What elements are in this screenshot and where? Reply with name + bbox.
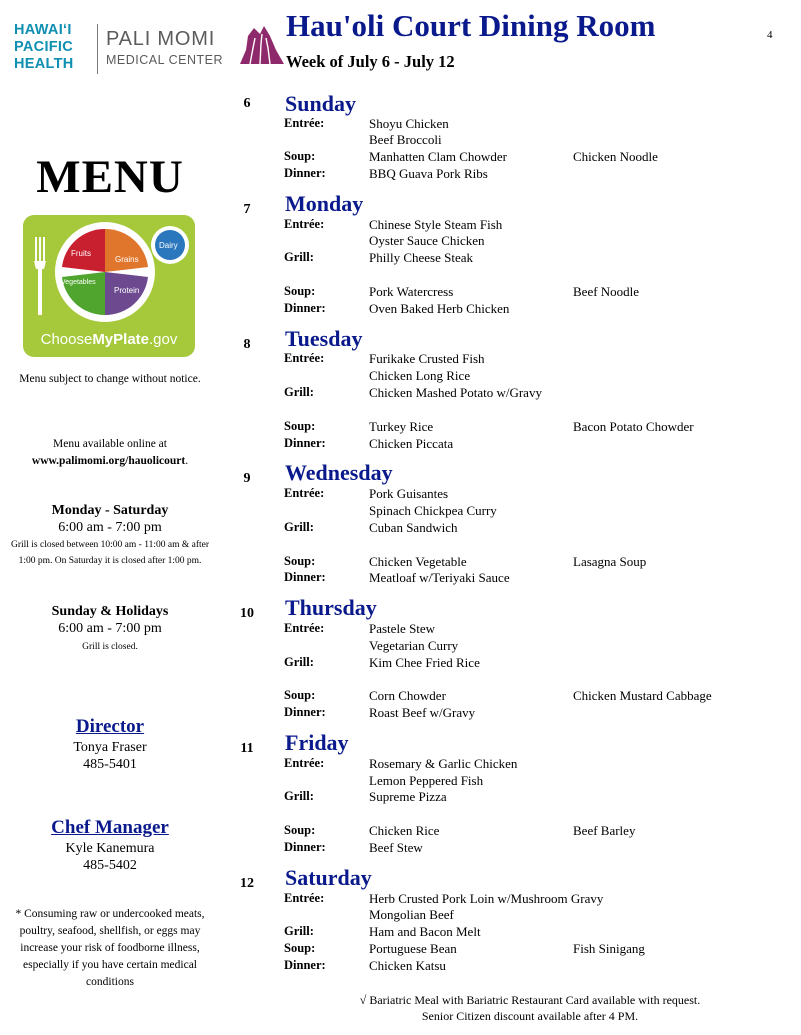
director-phone: 485-5401 <box>83 757 137 772</box>
grill-item: Ham and Bacon Melt <box>369 924 481 939</box>
entree-item: Chicken Long Rice <box>369 368 471 383</box>
soup-item: Lasagna Soup <box>573 554 647 569</box>
chef-manager-phone: 485-5402 <box>83 858 137 873</box>
day-number-saturday: 12 <box>240 876 254 891</box>
entree-label: Entrée: <box>284 891 325 905</box>
entree-item: Shoyu Chicken <box>369 116 449 131</box>
grill-item: Cuban Sandwich <box>369 520 458 535</box>
entree-label: Entrée: <box>284 116 325 130</box>
entree-item: Vegetarian Curry <box>369 638 459 653</box>
day-name-tuesday: Tuesday <box>285 326 363 351</box>
entree-item: Rosemary & Garlic Chicken <box>369 756 518 771</box>
soup-item: Bacon Potato Chowder <box>573 419 694 434</box>
dinner-label: Dinner: <box>284 166 326 180</box>
online-notice <box>0 436 220 470</box>
week-range: Week of July 6 - July 12 <box>286 52 455 71</box>
day-name-monday: Monday <box>285 191 364 216</box>
dinner-item: BBQ Guava Pork Ribs <box>369 166 488 181</box>
pali-mountain-icon <box>238 24 286 66</box>
dinner-label: Dinner: <box>284 436 326 450</box>
logo-org-line-1: HAWAIʻI <box>14 22 72 38</box>
dinner-item: Meatloaf w/Teriyaki Sauce <box>369 570 510 585</box>
grill-label: Grill: <box>284 789 314 803</box>
entree-item: Pastele Stew <box>369 621 436 636</box>
page-number: 4 <box>767 29 773 41</box>
senior-discount-note: Senior Citizen discount available after 4 PM. <box>421 1009 639 1023</box>
soup-label: Soup: <box>284 554 316 568</box>
dinner-item: Chicken Piccata <box>369 436 454 451</box>
entree-item: Oyster Sauce Chicken <box>369 233 485 248</box>
online-period: . <box>185 455 189 467</box>
dinner-label: Dinner: <box>284 705 326 719</box>
day-number-tuesday: 8 <box>243 337 251 352</box>
soup-item: Fish Sinigang <box>573 941 645 956</box>
change-notice: Menu subject to change without notice. <box>19 373 201 385</box>
entree-item: Pork Guisantes <box>369 486 449 501</box>
entree-item: Mongolian Beef <box>369 907 454 922</box>
grill-label: Grill: <box>284 520 314 534</box>
day-number-monday: 7 <box>243 202 251 217</box>
soup-label: Soup: <box>284 419 316 433</box>
myplate-graphic <box>23 215 195 357</box>
logo-org-line-3: HEALTH <box>14 56 74 72</box>
soup-label: Soup: <box>284 688 316 702</box>
day-number-friday: 11 <box>240 741 254 756</box>
soup-item: Turkey Rice <box>369 419 434 434</box>
day-name-friday: Friday <box>285 730 349 755</box>
soup-label: Soup: <box>284 823 316 837</box>
entree-label: Entrée: <box>284 486 325 500</box>
director-title[interactable]: Director <box>75 716 145 737</box>
myplate-brand-prefix: Choose <box>40 331 93 348</box>
director-name: Tonya Fraser <box>73 740 147 755</box>
grill-item: Supreme Pizza <box>369 789 447 804</box>
plate-dairy-label: Dairy <box>159 241 178 250</box>
bariatric-note: √ Bariatric Meal with Bariatric Restaurant Card available with request. <box>359 993 701 1007</box>
logo-center-name: PALI MOMI <box>106 28 216 50</box>
soup-item: Corn Chowder <box>369 688 446 703</box>
entree-label: Entrée: <box>284 351 325 365</box>
weekday-hours: 6:00 am - 7:00 pm <box>58 520 162 535</box>
soup-item: Chicken Vegetable <box>369 554 467 569</box>
weekday-grill-note: Grill is closed between 10:00 am - 11:00 am & after 1:00 pm. On Saturday it is closed after 1:00 pm. <box>10 540 210 566</box>
dinner-label: Dinner: <box>284 570 326 584</box>
plate-protein-label: Protein <box>114 286 140 295</box>
grill-item: Kim Chee Fried Rice <box>369 655 480 670</box>
entree-item: Herb Crusted Pork Loin w/Mushroom Gravy <box>369 891 604 906</box>
soup-item: Chicken Rice <box>369 823 440 838</box>
weekend-hours: 6:00 am - 7:00 pm <box>58 621 162 636</box>
soup-item: Beef Noodle <box>573 284 640 299</box>
menu-heading: MENU <box>36 151 184 203</box>
chef-manager-name: Kyle Kanemura <box>65 841 155 856</box>
chef-manager-title[interactable]: Chef Manager <box>51 817 169 838</box>
day-number-wednesday: 9 <box>243 471 251 486</box>
day-name-sunday: Sunday <box>285 91 356 116</box>
day-name-saturday: Saturday <box>285 865 372 890</box>
soup-label: Soup: <box>284 149 316 163</box>
grill-label: Grill: <box>284 924 314 938</box>
online-url[interactable]: www.palimomi.org/hauolicourt <box>31 455 186 467</box>
page-title: Hau'oli Court Dining Room <box>286 8 656 43</box>
grill-label: Grill: <box>284 250 314 264</box>
soup-item: Pork Watercress <box>369 284 454 299</box>
plate-grains-label: Grains <box>115 255 139 264</box>
plate-fruits-label: Fruits <box>71 249 91 258</box>
entree-item: Furikake Crusted Fish <box>369 351 485 366</box>
entree-label: Entrée: <box>284 621 325 635</box>
weekend-grill-note: Grill is closed. <box>82 642 138 652</box>
dinner-item: Roast Beef w/Gravy <box>369 705 476 720</box>
soup-label: Soup: <box>284 284 316 298</box>
logo-divider <box>97 24 98 74</box>
dinner-label: Dinner: <box>284 840 326 854</box>
soup-item: Beef Barley <box>573 823 636 838</box>
entree-item: Beef Broccoli <box>369 132 442 147</box>
logo-center-sub: MEDICAL CENTER <box>106 53 223 67</box>
entree-item: Chinese Style Steam Fish <box>369 217 503 232</box>
dinner-item: Beef Stew <box>369 840 423 855</box>
day-name-wednesday: Wednesday <box>285 460 393 485</box>
grill-label: Grill: <box>284 385 314 399</box>
entree-label: Entrée: <box>284 217 325 231</box>
soup-item: Chicken Mustard Cabbage <box>573 688 712 703</box>
myplate-brand-bold: MyPlate <box>92 331 150 348</box>
logo-org-line-2: PACIFIC <box>14 39 74 55</box>
plate-vegetables-label: Vegetables <box>61 279 96 286</box>
dinner-label: Dinner: <box>284 958 326 972</box>
dinner-label: Dinner: <box>284 301 326 315</box>
entree-label: Entrée: <box>284 756 325 770</box>
day-number-sunday: 6 <box>243 96 251 111</box>
entree-item: Spinach Chickpea Curry <box>369 503 497 518</box>
weekend-hours-title: Sunday & Holidays <box>51 604 169 619</box>
dinner-item: Chicken Katsu <box>369 958 446 973</box>
food-safety-disclaimer: * Consuming raw or undercooked meats, poultry, seafood, shellfish, or eggs may increase your risk of foodborne illness, especially if you have certain medical conditions <box>15 908 205 988</box>
soup-item: Manhatten Clam Chowder <box>369 149 507 164</box>
footer-notes <box>300 992 760 1024</box>
grill-item: Philly Cheese Steak <box>369 250 473 265</box>
soup-label: Soup: <box>284 941 316 955</box>
day-number-thursday: 10 <box>240 606 254 621</box>
day-name-thursday: Thursday <box>285 595 377 620</box>
online-text: Menu available online at <box>52 438 167 450</box>
entree-item: Lemon Peppered Fish <box>369 773 484 788</box>
myplate-brand <box>23 331 195 348</box>
grill-item: Chicken Mashed Potato w/Gravy <box>369 385 542 400</box>
myplate-brand-suffix: .gov <box>149 331 178 348</box>
grill-label: Grill: <box>284 655 314 669</box>
hospital-logo <box>14 22 276 78</box>
soup-item: Portuguese Bean <box>369 941 457 956</box>
soup-item: Chicken Noodle <box>573 149 658 164</box>
dinner-item: Oven Baked Herb Chicken <box>369 301 510 316</box>
logo-org-name <box>14 22 74 73</box>
weekday-hours-title: Monday - Saturday <box>51 503 169 518</box>
